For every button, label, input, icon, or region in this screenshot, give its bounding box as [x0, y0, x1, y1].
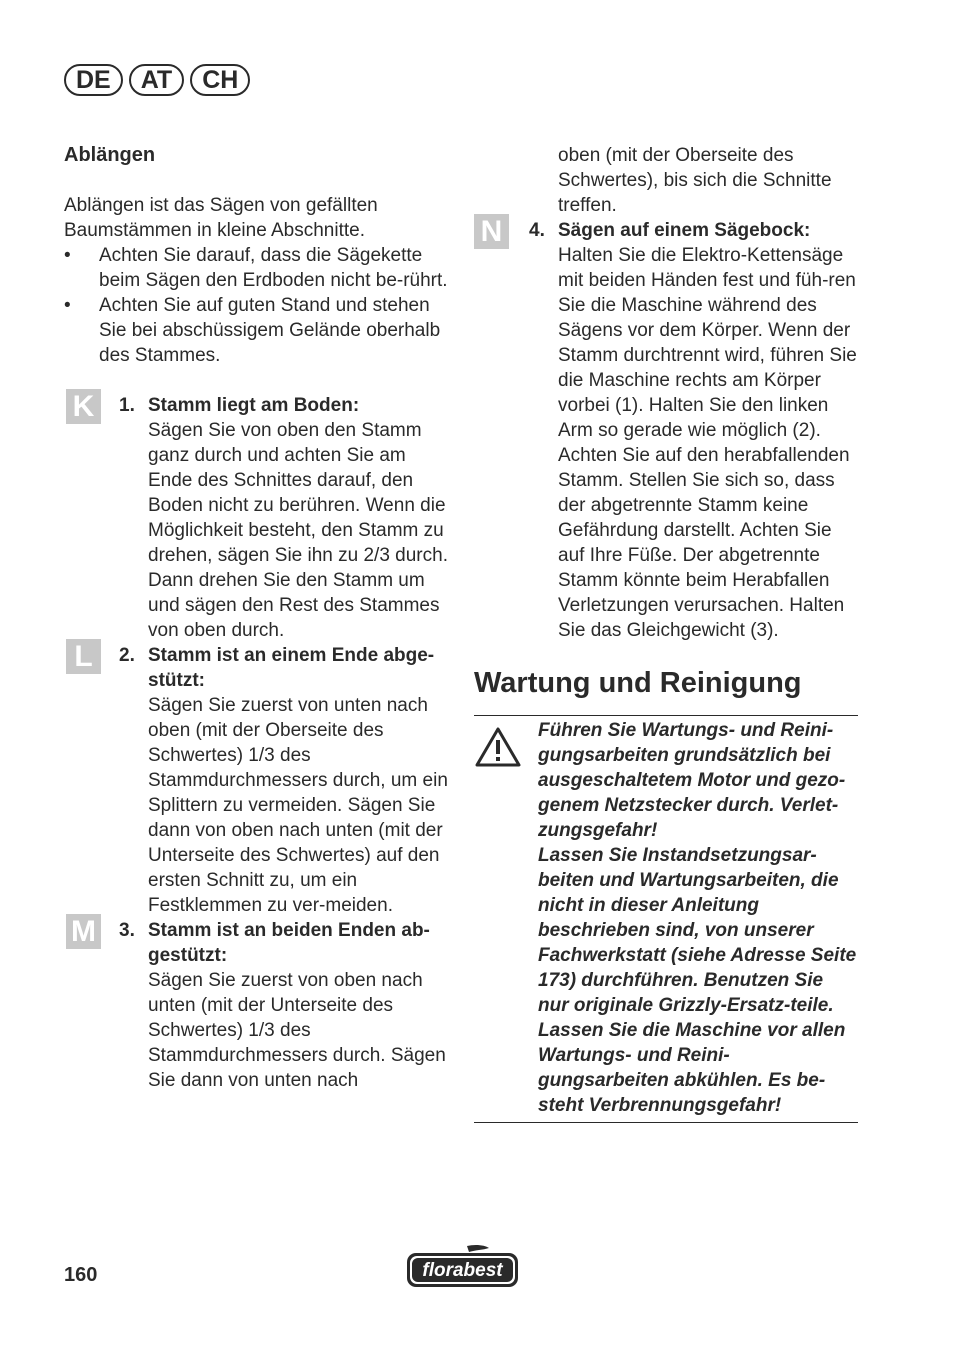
step-heading: Stamm ist an beiden Enden ab-gestützt:: [148, 920, 430, 966]
step-number: 3.: [119, 920, 135, 941]
bullet-dot: •: [64, 245, 71, 266]
step-2: [64, 640, 450, 918]
step-number: 2.: [119, 645, 135, 666]
florabest-logo: [405, 1244, 520, 1290]
right-column: [474, 143, 860, 1123]
bullet-item: • Achten Sie darauf, dass die Sägekette beim Sägen den Erdboden nicht be-rührt.: [64, 245, 448, 291]
figure-marker-m: M: [66, 914, 101, 949]
figure-marker-l: L: [66, 639, 101, 674]
figure-marker-k: K: [66, 389, 101, 424]
step-body: Sägen Sie zuerst von oben nach unten (mit der Unterseite des Schwertes) 1/3 des Stammdurchmessers durch. Sägen Sie dann von unten nach: [148, 970, 446, 1091]
warning-text-1: Führen Sie Wartungs- und Reini-gungsarbeiten grundsätzlich bei ausgeschaltetem Motor und gezo-genem Netzstecker durch. Verlet-zungsgefahr!: [538, 720, 846, 841]
bullet-item: • Achten Sie auf guten Stand und stehen Sie bei abschüssigem Gelände oberhalb des Stammes.: [64, 295, 441, 366]
step-heading: Sägen auf einem Sägebock:: [558, 220, 811, 241]
step-3: [64, 915, 450, 1093]
bullet-list: [64, 243, 450, 368]
step-body: Sägen Sie zuerst von unten nach oben (mit der Oberseite des Schwertes) 1/3 des Stammdurchmessers durch, um ein Splittern zu vermeiden. Sägen Sie dann von oben nach unten (mit der Unterseite des Schwertes) auf den ersten Schnitt zu, um ein Festklemmen zu ver-meiden.: [148, 695, 448, 916]
lang-badge-ch: CH: [190, 64, 250, 96]
step-body: Halten Sie die Elektro-Kettensäge mit beiden Händen fest und füh-ren Sie die Maschine während des Sägens vor dem Körper. Wenn der Stamm durchtrennt wird, führen Sie die Maschine rechts am Körper vorbei (1). Halten Sie den linken Arm so gerade wie möglich (2). Achten Sie auf den herabfallenden Stamm. Stellen Sie sich so, dass der abgetrennte Stamm keine Gefährdung darstellt. Achten Sie auf Ihre Füße. Der abgetrennte Stamm könnte beim Herabfallen Verletzungen verursachen. Halten Sie das Gleichgewicht (3).: [558, 245, 857, 641]
step-4: [474, 215, 860, 643]
step-heading: Stamm ist an einem Ende abge-stützt:: [148, 645, 435, 691]
step-body: Sägen Sie von oben den Stamm ganz durch und achten Sie am Ende des Schnittes darauf, den Boden nicht zu berühren. Wenn die Möglichkeit besteht, den Stamm zu drehen, sägen Sie ihn zu 2/3 durch. Dann drehen Sie den Stamm um und sägen den Rest des Stammes von oben durch.: [148, 420, 448, 641]
warning-triangle-icon: [474, 726, 522, 768]
step-heading: Stamm liegt am Boden:: [148, 395, 360, 416]
step-number: 1.: [119, 395, 135, 416]
logo-text: florabest: [422, 1260, 503, 1281]
left-column: [64, 143, 450, 1093]
section-heading-wartung: Wartung und Reinigung: [474, 667, 802, 699]
step-3-continuation: oben (mit der Oberseite des Schwertes), bis sich die Schnitte treffen.: [558, 145, 832, 216]
warning-box: [474, 715, 858, 1123]
intro-paragraph: Ablängen ist das Sägen von gefällten Baumstämmen in kleine Abschnitte.: [64, 195, 378, 241]
step-number: 4.: [529, 220, 545, 241]
page-number: 160: [64, 1264, 98, 1286]
step-1: [64, 390, 450, 643]
lang-badge-at: AT: [129, 64, 184, 96]
lang-badge-de: DE: [64, 64, 123, 96]
figure-marker-n: N: [474, 214, 509, 249]
language-badges: [64, 64, 250, 96]
warning-text-2: Lassen Sie Instandsetzungsar-beiten und Wartungsarbeiten, die nicht in dieser Anleitung beschrieben sind, von unserer Fachwerkstatt (siehe Adresse Seite 173) durchführen. Benutzen Sie nur originale Grizzly-Ersatz-teile. Lassen Sie die Maschine vor allen Wartungs- und Reini-gungsarbeiten abkühlen. Es be-steht Verbrennungsgefahr!: [538, 845, 857, 1116]
section-heading-ablaengen: Ablängen: [64, 144, 156, 166]
bullet-dot: •: [64, 295, 71, 316]
